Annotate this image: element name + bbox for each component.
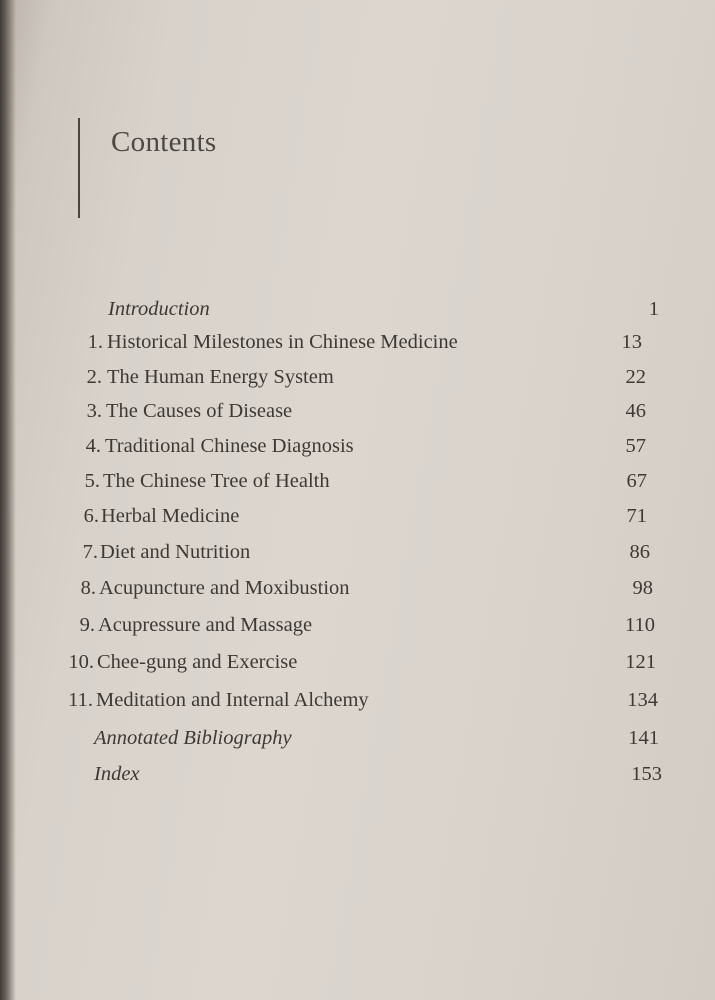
toc-entry-number: 1. xyxy=(87,331,103,353)
toc-entry-page: 13 xyxy=(621,331,642,353)
toc-entry-chapter-9 xyxy=(0,614,715,644)
toc-entry-page: 67 xyxy=(626,470,647,492)
toc-entry-page: 1 xyxy=(648,298,659,320)
toc-entry-title: Herbal Medicine xyxy=(101,505,240,527)
toc-entry-title: The Chinese Tree of Health xyxy=(103,470,330,492)
toc-entry-page: 153 xyxy=(631,763,662,785)
toc-entry-page: 86 xyxy=(629,541,650,563)
toc-entry-page: 57 xyxy=(625,435,646,457)
toc-entry-number: 5. xyxy=(84,470,100,492)
toc-entry-title: The Causes of Disease xyxy=(106,400,293,422)
toc-entry-title: Annotated Bibliography xyxy=(94,727,292,749)
toc-entry-title: Meditation and Internal Alchemy xyxy=(96,689,369,711)
toc-entry-chapter-3 xyxy=(0,400,715,430)
toc-entry-chapter-11 xyxy=(0,689,715,719)
toc-entry-page: 98 xyxy=(632,577,653,599)
toc-entry-page: 110 xyxy=(625,614,655,636)
toc-entry-number: 9. xyxy=(79,614,95,636)
toc-entry-page: 134 xyxy=(627,689,658,711)
toc-entry-title: Acupressure and Massage xyxy=(98,614,313,636)
toc-entry-number: 7. xyxy=(82,541,98,563)
toc-entry-chapter-1 xyxy=(0,331,715,361)
toc-entry-title: Chee-gung and Exercise xyxy=(97,651,298,673)
toc-entry-page: 46 xyxy=(625,400,646,422)
toc-entry-title: Traditional Chinese Diagnosis xyxy=(105,435,354,457)
toc-entry-page: 71 xyxy=(626,505,647,527)
page-title: Contents xyxy=(111,126,217,158)
toc-entry-annotated-bibliography xyxy=(0,727,715,757)
toc-entry-number: 2. xyxy=(86,366,102,388)
toc-entry-title: Historical Milestones in Chinese Medicine xyxy=(107,331,458,353)
toc-entry-number: 4. xyxy=(85,435,101,457)
toc-entry-title: Acupuncture and Moxibustion xyxy=(99,577,350,599)
toc-entry-page: 141 xyxy=(628,727,659,749)
toc-entry-chapter-5 xyxy=(0,470,715,500)
toc-entry-title: The Human Energy System xyxy=(107,366,334,388)
toc-entry-number: 3. xyxy=(86,400,102,422)
toc-entry-chapter-10 xyxy=(0,651,715,681)
toc-entry-title: Diet and Nutrition xyxy=(100,541,251,563)
toc-entry-chapter-6 xyxy=(0,505,715,535)
toc-entry-number: 10. xyxy=(68,651,94,673)
toc-entry-chapter-8 xyxy=(0,577,715,607)
toc-entry-title: Index xyxy=(94,763,140,785)
toc-entry-introduction xyxy=(0,298,715,328)
toc-entry-page: 22 xyxy=(625,366,646,388)
toc-entry-chapter-7 xyxy=(0,541,715,571)
toc-entry-number: 8. xyxy=(80,577,96,599)
toc-entry-page: 121 xyxy=(625,651,656,673)
toc-entry-index xyxy=(0,763,715,793)
toc-entry-number: 6. xyxy=(83,505,99,527)
toc-entry-chapter-4 xyxy=(0,435,715,465)
toc-entry-chapter-2 xyxy=(0,366,715,396)
toc-entry-title: Introduction xyxy=(108,298,210,320)
toc-entry-number: 11. xyxy=(68,689,93,711)
